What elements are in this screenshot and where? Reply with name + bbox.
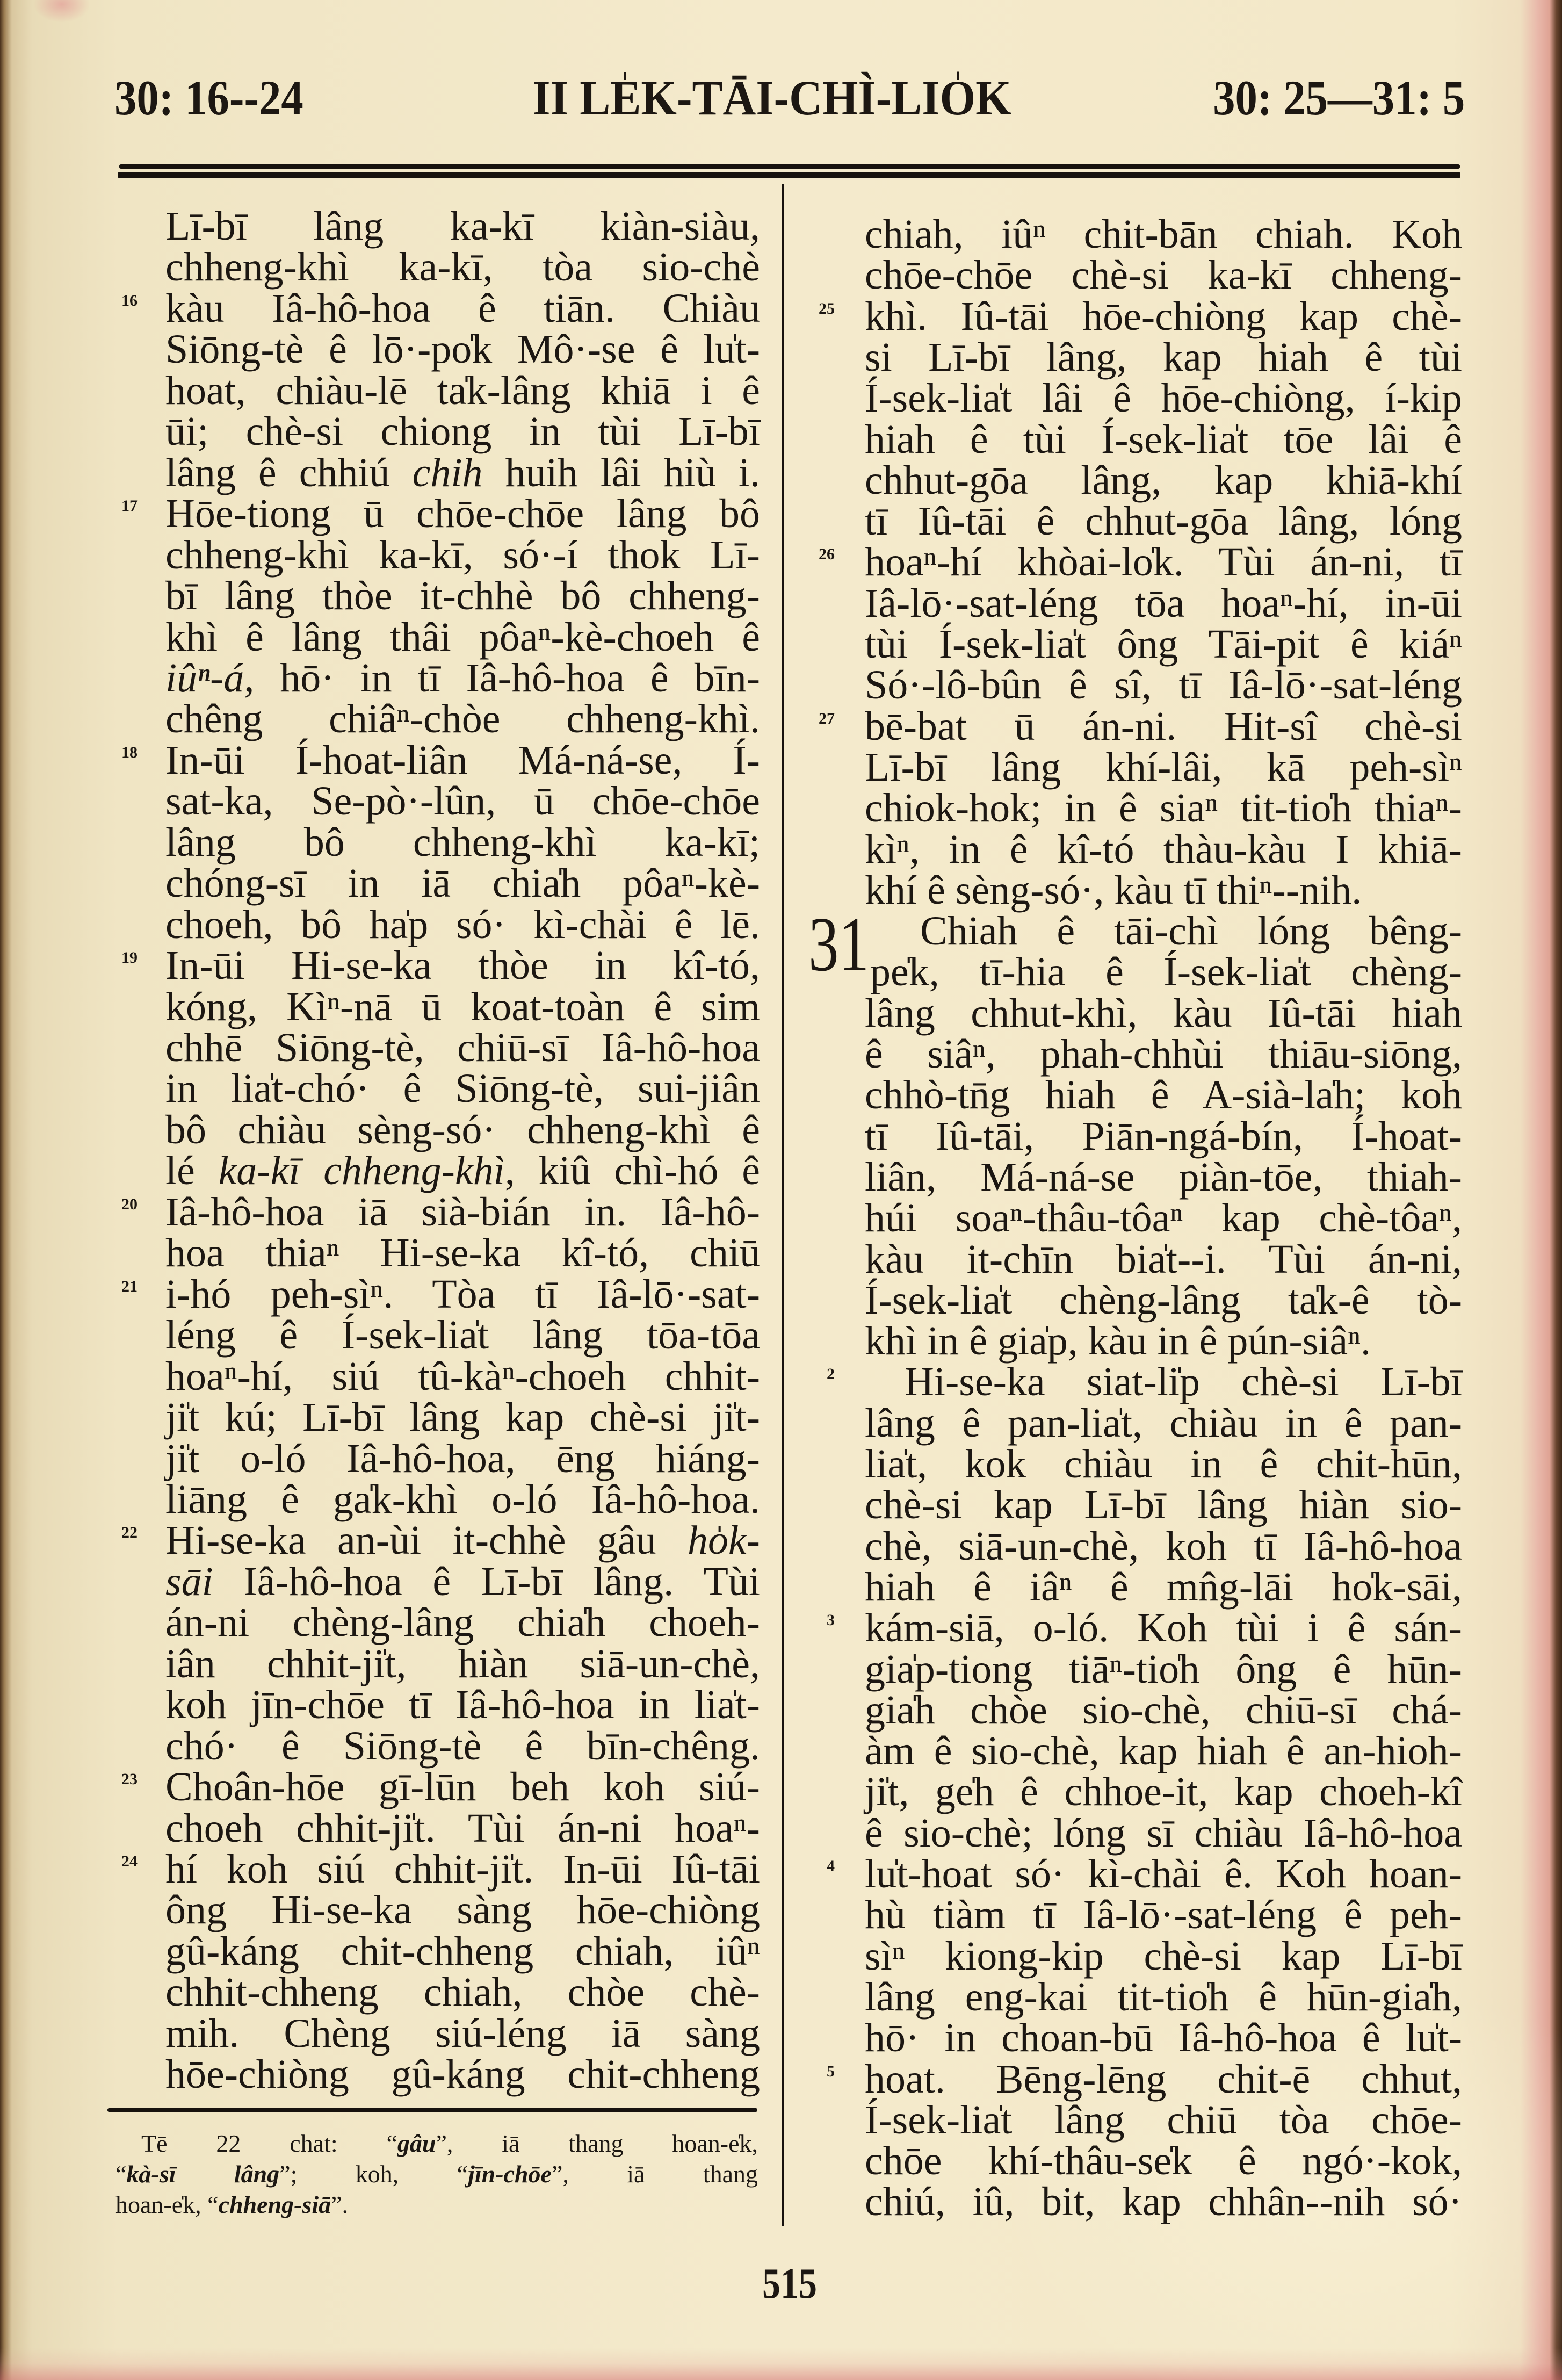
text-line	[865, 867, 1462, 913]
text-line	[865, 1769, 1462, 1815]
verse-number: 22	[121, 1524, 138, 1542]
text-line	[165, 1353, 760, 1399]
line-text: lâng eng-kai tit-tio̍h ê hūn-gia̍h,	[865, 1974, 1462, 2020]
text-line	[165, 1887, 760, 1933]
line-text: In-ūi Hi-se-ka thòe in kî-tó,	[165, 943, 760, 989]
text-line	[165, 901, 760, 947]
text-line	[165, 573, 760, 619]
line-text: chóng-sī in iā chia̍h pôaⁿ-kè-	[165, 861, 760, 906]
text-line	[165, 409, 760, 455]
line-text: khì ê lâng thâi pôaⁿ-kè-choeh ê	[165, 614, 760, 660]
text-line	[121, 285, 760, 331]
page-number: 515	[762, 2260, 817, 2307]
line-text: Í-sek-lia̍t lâng chiū tòa chōe-	[865, 2097, 1462, 2143]
text-line	[865, 214, 1462, 255]
line-text: choeh chhit-ji̍t. Tùi án-ni hoaⁿ-	[165, 1805, 760, 1851]
line-text: chheng-khì ka-kī, tòa sio-chè	[165, 244, 760, 290]
line-text: lé	[165, 1148, 219, 1194]
text-line	[865, 785, 1462, 831]
text-line	[165, 1066, 760, 1112]
column-divider	[782, 184, 784, 2226]
line-text: chhut-gōa lâng, kap khiā-khí	[865, 457, 1462, 503]
line-text: Lī-bī lâng khí-lâi, kā peh-sìⁿ	[865, 744, 1462, 790]
line-text: pe̍k, tī-hia ê Í-sek-lia̍t chèng-	[870, 949, 1462, 995]
line-text: húi soaⁿ-thâu-tôaⁿ kap chè-tôaⁿ,	[865, 1195, 1462, 1241]
line-text: kàu it-chīn bia̍t--i. Tùi án-ni,	[865, 1236, 1462, 1282]
text-line	[165, 1397, 760, 1438]
italic-text: gâu	[397, 2130, 436, 2157]
line-text: khì. Iû-tāi hōe-chiòng kap chè-	[865, 293, 1462, 339]
line-text: chêng chiâⁿ-chòe chheng-khì.	[165, 696, 760, 742]
italic-text: ho̍k-	[687, 1518, 760, 1563]
verse-number: 24	[121, 1852, 138, 1870]
text-line	[115, 2159, 758, 2189]
text-line	[165, 614, 760, 660]
text-line	[165, 1312, 760, 1358]
line-text: ūi; chè-si chiong in tùi Lī-bī	[165, 409, 760, 455]
line-text: lu̍t-hoat só· kì-chài ê. Koh hoan-	[865, 1851, 1462, 1896]
text-line	[819, 703, 1462, 749]
line-text: chhò-tn̄g hiah ê A-sià-la̍h; koh	[865, 1072, 1462, 1118]
line-text: hoat. Bēng-lēng chit-ē chhut,	[865, 2056, 1462, 2102]
line-text: Iâ-hô-hoa iā sià-bián in. Iâ-hô-	[165, 1189, 760, 1235]
text-line	[865, 416, 1462, 462]
line-text: chhit-chheng chiah, chòe chè-	[165, 1970, 760, 2015]
line-text: mih. Chèng siú-léng iā sàng	[165, 2010, 760, 2056]
text-line	[165, 532, 760, 578]
verse-number: 23	[121, 1770, 138, 1788]
line-text: chōe khí-thâu-se̍k ê ngó·-kok,	[865, 2138, 1462, 2184]
line-text: Í-sek-lia̍t chèng-lâng ta̍k-ê tò-	[865, 1277, 1462, 1323]
line-text: bē-bat ū án-ni. Hit-sî chè-si	[865, 703, 1462, 749]
line-text: lâng bô chheng-khì ka-kī;	[165, 819, 760, 865]
verse-number: 4	[827, 1857, 835, 1875]
line-text: Só·-lô-bûn ê sî, tī Iâ-lō·-sat-léng	[865, 662, 1462, 708]
line-text: án-ni chèng-lâng chia̍h choeh-	[165, 1600, 760, 1646]
line-text: lâng ê chhiú	[165, 450, 413, 495]
line-text: koh jīn-chōe tī Iâ-hô-hoa in lia̍t-	[165, 1682, 760, 1728]
text-line	[121, 1847, 760, 1892]
line-text: i-hó peh-sìⁿ. Tòa tī Iâ-lō·-sat-	[165, 1271, 760, 1317]
line-text: sat-ka, Se-pò·-lûn, ū chōe-chōe	[165, 778, 760, 824]
text-line	[165, 1230, 760, 1276]
line-text: hiah ê tùi Í-sek-lia̍t tōe lâi ê	[865, 416, 1462, 462]
line-text: chōe-chōe chè-si ka-kī chheng-	[865, 253, 1462, 298]
text-line	[865, 1318, 1462, 1364]
text-line	[121, 491, 760, 537]
text-line	[865, 378, 1462, 419]
verse-number: 17	[121, 497, 138, 515]
line-text: , kiû chì-hó ê	[504, 1148, 760, 1194]
text-line	[865, 990, 1462, 1036]
italic-text: iûⁿ-á	[165, 655, 244, 701]
text-line	[865, 501, 1462, 542]
line-text: , hō· in tī Iâ-hô-hoa ê bīn-	[244, 655, 760, 701]
line-text: Hōe-tiong ū chōe-chōe lâng bô	[165, 491, 760, 537]
line-text: Iâ-hô-hoa ê Lī-bī lâng. Tùi	[213, 1559, 760, 1604]
line-text: Chiah ê tāi-chì lóng bêng-	[920, 908, 1462, 954]
text-line	[865, 1032, 1462, 1077]
line-text: ”; koh, “	[279, 2160, 468, 2188]
line-text: Siōng-tè ê lō·-po̍k Mô·-se ê lu̍t-	[165, 327, 760, 372]
line-text: ji̍t o-ló Iâ-hô-hoa, ēng hiáng-	[165, 1436, 760, 1481]
text-line	[865, 908, 1462, 954]
text-line	[165, 655, 760, 701]
text-line	[865, 1072, 1462, 1118]
text-line	[165, 1148, 760, 1194]
text-line	[865, 1728, 1462, 1774]
line-text: ji̍t, ge̍h ê chhoe-it, kap choeh-kî	[865, 1769, 1462, 1815]
text-line	[865, 2179, 1462, 2225]
line-text: liân, Má-ná-se piàn-tōe, thiah-	[865, 1154, 1462, 1200]
text-line	[865, 744, 1462, 790]
line-text: chheng-khì ka-kī, só·-í thok Lī-	[165, 532, 760, 578]
line-text: chè-si kap Lī-bī lâng hiàn sio-	[865, 1482, 1462, 1528]
line-text: in lia̍t-chó· ê Siōng-tè, sui-jiân	[165, 1066, 760, 1112]
header-rule	[119, 164, 1460, 169]
text-line	[165, 2054, 760, 2095]
text-line	[865, 1974, 1462, 2020]
text-line	[121, 1518, 760, 1563]
line-text: Iâ-lō·-sat-léng tōa hoaⁿ-hí, in-ūi	[865, 580, 1462, 626]
text-line	[165, 2010, 760, 2056]
text-line	[121, 737, 760, 783]
line-text: chó· ê Siōng-tè ê bīn-chêng.	[165, 1723, 760, 1769]
text-line	[865, 1523, 1462, 1569]
text-line	[865, 1400, 1462, 1446]
italic-text: jīn-chōe	[468, 2160, 552, 2188]
line-text: hoaⁿ-hí, siú tû-kàⁿ-choeh chhit-	[165, 1353, 760, 1399]
text-line	[165, 1476, 760, 1522]
line-text: ”, iā thang hoan-e̍k,	[436, 2130, 758, 2157]
text-line	[865, 1482, 1462, 1528]
verse-number: 25	[819, 299, 835, 318]
line-text: àm ê sio-chè, kap hiah ê an-hioh-	[865, 1728, 1462, 1774]
text-line	[121, 943, 760, 989]
line-text: Lī-bī lâng ka-kī kiàn-siàu,	[165, 204, 760, 249]
line-text: léng ê Í-sek-lia̍t lâng tōa-tōa	[165, 1312, 760, 1358]
line-text: chiok-hok; in ê siaⁿ tit-tio̍h thiaⁿ-	[865, 785, 1462, 831]
text-line	[865, 334, 1462, 380]
text-line	[165, 1109, 760, 1150]
line-text: ”.	[331, 2191, 349, 2218]
line-text: lia̍t, kok chiàu in ê chit-hūn,	[865, 1441, 1462, 1487]
text-line	[865, 1810, 1462, 1856]
line-text: khí ê sèng-só·, kàu tī thiⁿ--nih.	[865, 867, 1362, 913]
text-line	[865, 2138, 1462, 2184]
text-line	[165, 1682, 760, 1728]
text-line	[865, 949, 1462, 995]
verse-number: 3	[827, 1611, 835, 1629]
line-text: si Lī-bī lâng, kap hiah ê tùi	[865, 334, 1462, 380]
text-line	[865, 457, 1462, 503]
line-text: hōe-chiòng gû-káng chit-chheng	[165, 2052, 760, 2097]
line-text: sìⁿ kiong-kip chè-si kap Lī-bī	[865, 1933, 1462, 1979]
italic-text: chih	[412, 450, 483, 495]
text-line	[827, 1605, 1462, 1651]
line-text: chiú, iû, bit, kap chhân--nih só·	[865, 2179, 1462, 2225]
text-line	[115, 2189, 758, 2220]
verse-number: 19	[121, 949, 138, 967]
text-line	[165, 863, 760, 904]
verse-number: 21	[121, 1277, 138, 1295]
line-text: tùi Í-sek-lia̍t ông Tāi-pit ê kiáⁿ	[865, 622, 1462, 667]
verse-number: 2	[827, 1365, 835, 1383]
text-line	[865, 662, 1462, 708]
text-line	[165, 986, 760, 1027]
line-text: kóng, Kìⁿ-nā ū koat-toàn ê sim	[165, 984, 760, 1029]
line-text: “	[115, 2160, 127, 2188]
verse-number: 5	[827, 2062, 835, 2080]
footnote-rule	[107, 2108, 757, 2112]
line-text: hù tiàm tī Iâ-lō·-sat-léng ê peh-	[865, 1892, 1462, 1938]
line-text: Hi-se-ka siat-li̍p chè-si Lī-bī	[905, 1359, 1462, 1405]
text-line	[165, 1972, 760, 2013]
line-text: choeh, bô ha̍p só· kì-chài ê lē.	[165, 901, 760, 947]
line-text: huih lâi hiù i.	[482, 450, 761, 495]
italic-text: sāi	[165, 1559, 213, 1604]
text-line	[121, 1271, 760, 1317]
text-line	[865, 1564, 1462, 1610]
text-line	[165, 1438, 760, 1479]
line-text: gia̍h chòe sio-chè, chiū-sī chá-	[865, 1687, 1462, 1733]
line-text: chiah, iûⁿ chit-bān chiah. Koh	[865, 212, 1462, 257]
line-text: Tē 22 chat: “	[141, 2130, 397, 2157]
verse-number: 27	[819, 709, 835, 727]
text-line	[865, 1277, 1462, 1323]
line-text: ji̍t kú; Lī-bī lâng kap chè-si ji̍t-	[165, 1395, 760, 1440]
header-left-reference: 30: 16--24	[114, 70, 303, 125]
line-text: tī Iû-tāi, Piān-ngá-bín, Í-hoat-	[865, 1113, 1462, 1159]
text-line	[165, 1561, 760, 1602]
text-line	[819, 539, 1462, 585]
text-line	[121, 1764, 760, 1810]
text-line	[165, 778, 760, 824]
text-line	[165, 1928, 760, 1974]
verse-number: 20	[121, 1195, 138, 1213]
text-line	[165, 244, 760, 290]
text-line	[865, 826, 1462, 872]
text-line	[165, 206, 760, 247]
line-text: ê sio-chè; lóng sī chiàu Iâ-hô-hoa	[865, 1810, 1462, 1856]
text-line	[165, 819, 760, 865]
line-text: Hi-se-ka an-ùi it-chhè gâu	[165, 1518, 688, 1563]
text-line	[827, 2056, 1462, 2102]
text-line	[165, 1723, 760, 1769]
text-line	[865, 624, 1462, 665]
line-text: Choân-hōe gī-lūn beh koh siú-	[165, 1764, 760, 1810]
line-text: hō· in choan-bū Iâ-hô-hoa ê lu̍t-	[865, 2015, 1462, 2061]
text-line	[865, 1113, 1462, 1159]
line-text: ”, iā thang	[551, 2160, 758, 2188]
line-text: hiah ê iâⁿ ê mn̂g-lāi ho̍k-sāi,	[865, 1564, 1462, 1610]
text-line	[165, 1600, 760, 1646]
text-line	[865, 1933, 1462, 1979]
line-text: Í-sek-lia̍t lâi ê hōe-chiòng, í-kip	[865, 376, 1462, 421]
line-text: In-ūi Í-hoat-liân Má-ná-se, Í-	[165, 737, 760, 783]
text-line	[827, 1851, 1462, 1896]
line-text: hoat, chiàu-lē ta̍k-lâng khiā i ê	[165, 367, 760, 413]
text-line	[865, 1892, 1462, 1938]
line-text: ê siâⁿ, phah-chhùi thiāu-siōng,	[865, 1032, 1462, 1077]
line-text: hoaⁿ-hí khòai-lo̍k. Tùi án-ni, tī	[865, 539, 1462, 585]
line-text: kìⁿ, in ê kî-tó thàu-kàu I khiā-	[865, 826, 1462, 872]
text-line	[165, 452, 760, 493]
verse-number: 16	[121, 291, 138, 309]
line-text: bô chiàu sèng-só· chheng-khì ê	[165, 1107, 760, 1152]
text-line	[827, 1359, 1462, 1405]
text-line	[165, 1805, 760, 1851]
line-text: ông Hi-se-ka sàng hōe-chiòng	[165, 1887, 760, 1933]
header-rule	[118, 172, 1460, 178]
text-line	[819, 293, 1462, 339]
line-text: kám-siā, o-ló. Koh tùi i ê sán-	[865, 1605, 1462, 1651]
text-line	[865, 1236, 1462, 1282]
verse-number: 26	[819, 545, 835, 564]
text-line	[865, 2097, 1462, 2143]
line-text: gia̍p-tiong tiāⁿ-tio̍h ông ê hūn-	[865, 1646, 1462, 1692]
line-text: chhē Siōng-tè, chiū-sī Iâ-hô-hoa	[165, 1025, 760, 1070]
line-text: chè, siā-un-chè, koh tī Iâ-hô-hoa	[865, 1523, 1462, 1569]
line-text: bī lâng thòe it-chhè bô chheng-	[165, 573, 760, 619]
italic-text: ka-kī chheng-khì	[218, 1148, 505, 1194]
line-text: iân chhit-ji̍t, hiàn siā-un-chè,	[165, 1641, 760, 1686]
line-text: hí koh siú chhit-ji̍t. In-ūi Iû-tāi	[165, 1847, 760, 1892]
text-line	[165, 1643, 760, 1684]
verse-number: 18	[121, 743, 138, 761]
header-book-title: II LE̍K-TĀI-CHÌ-LIO̍K	[532, 70, 1011, 125]
text-line	[165, 367, 760, 413]
chapter-number: 31	[808, 901, 870, 987]
italic-text: chheng-siā	[218, 2191, 331, 2218]
line-text: lâng chhut-khì, kàu Iû-tāi hiah	[865, 990, 1462, 1036]
text-line	[865, 253, 1462, 298]
header-right-reference: 30: 25—31: 5	[1212, 70, 1465, 125]
line-text: liāng ê ga̍k-khì o-ló Iâ-hô-hoa.	[165, 1476, 760, 1522]
text-line	[165, 696, 760, 742]
text-line	[865, 1195, 1462, 1241]
text-line	[165, 329, 760, 370]
text-line	[121, 1189, 760, 1235]
italic-text: kà-sī lâng	[126, 2160, 280, 2188]
line-text: hoa thiaⁿ Hi-se-ka kî-tó, chiū	[165, 1230, 760, 1276]
text-line	[865, 1441, 1462, 1487]
text-line	[865, 1687, 1462, 1733]
text-line	[115, 2128, 758, 2159]
text-line	[865, 580, 1462, 626]
text-line	[865, 1646, 1462, 1692]
text-line	[865, 1154, 1462, 1200]
line-text: gû-káng chit-chheng chiah, iûⁿ	[165, 1928, 760, 1974]
text-line	[165, 1027, 760, 1068]
line-text: hoan-e̍k, “	[115, 2191, 219, 2218]
text-line	[865, 2015, 1462, 2061]
line-text: kàu Iâ-hô-hoa ê tiān. Chiàu	[165, 285, 760, 331]
line-text: lâng ê pan-lia̍t, chiàu in ê pan-	[865, 1400, 1462, 1446]
line-text: khì in ê gia̍p, kàu in ê pún-siâⁿ.	[865, 1318, 1371, 1364]
line-text: tī Iû-tāi ê chhut-gōa lâng, lóng	[865, 499, 1462, 544]
